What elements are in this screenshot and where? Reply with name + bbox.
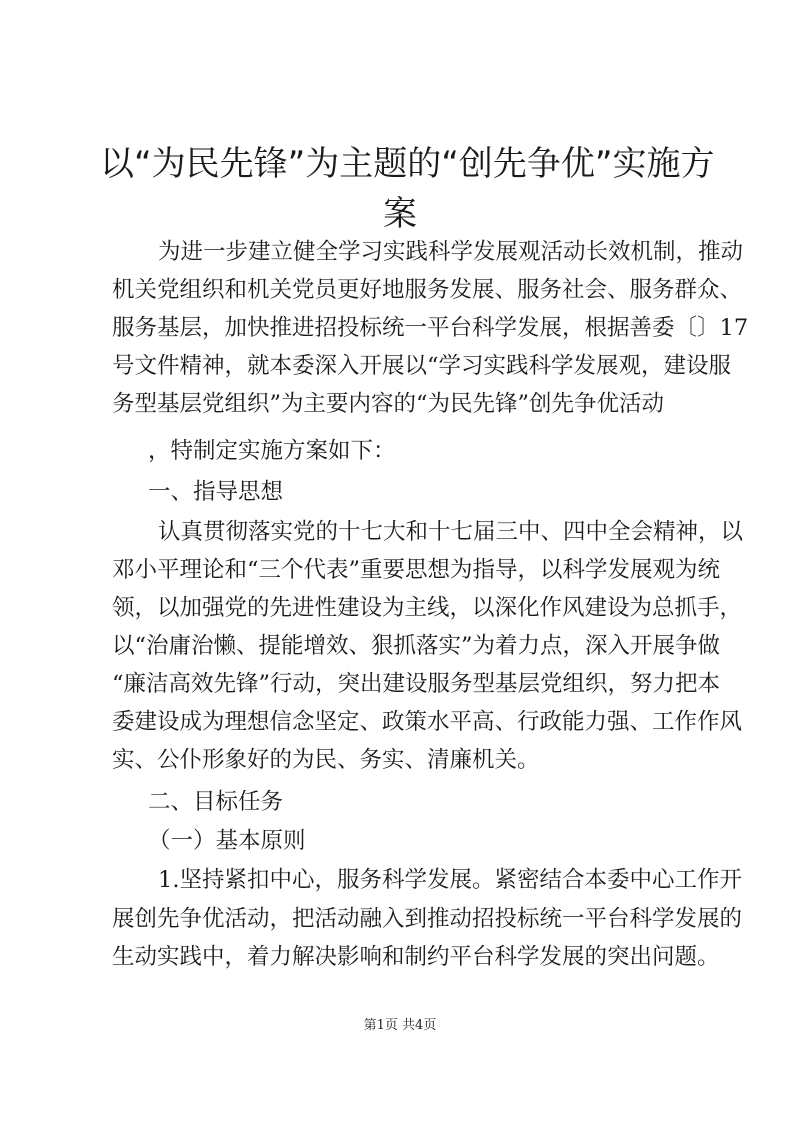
- paragraph-line: 机关党组织和机关党员更好地服务发展、服务社会、服务群众、: [112, 277, 743, 303]
- paragraph-line: 号文件精神，就本委深入开展以“学习实践科学发展观，建设服: [112, 353, 732, 379]
- paragraph-line: 委建设成为理想信念坚定、政策水平高、行政能力强、工作作风: [112, 709, 743, 735]
- paragraph-line: 一、指导思想: [148, 479, 284, 505]
- paragraph-line: “廉洁高效先锋”行动，突出建设服务型基层党组织，努力把本: [112, 671, 721, 697]
- paragraph-line: 领，以加强党的先进性建设为主线，以深化作风建设为总抓手，: [112, 595, 743, 621]
- document-title-line-2: 案: [383, 194, 417, 234]
- page-footer: 第1页 共4页: [363, 1018, 437, 1033]
- document-title-line-1: 以“为民先锋”为主题的“创先争优”实施方: [100, 144, 715, 184]
- paragraph-line: ，特制定实施方案如下：: [148, 438, 396, 464]
- paragraph-line: 为进一步建立健全学习实践科学发展观活动长效机制，推动: [158, 239, 744, 265]
- paragraph-line: 认真贯彻落实党的十七大和十七届三中、四中全会精神，以: [158, 519, 744, 545]
- paragraph-line: 邓小平理论和“三个代表”重要思想为指导，以科学发展观为统: [112, 557, 721, 583]
- paragraph-line: 二、目标任务: [148, 789, 284, 815]
- paragraph-line: 服务基层，加快推进招投标统一平台科学发展，根据善委〔〕17: [112, 315, 749, 341]
- paragraph-line: 实、公仆形象好的为民、务实、清廉机关。: [112, 747, 540, 773]
- paragraph-line: 展创先争优活动，把活动融入到推动招投标统一平台科学发展的: [112, 906, 743, 932]
- paragraph-line: 生动实践中，着力解决影响和制约平台科学发展的突出问题。: [112, 944, 720, 970]
- paragraph-line: （一）基本原则: [148, 828, 306, 854]
- paragraph-line: 1.坚持紧扣中心，服务科学发展。紧密结合本委中心工作开: [158, 867, 742, 893]
- paragraph-line: 以“治庸治懒、提能增效、狠抓落实”为着力点，深入开展争做: [112, 633, 721, 659]
- paragraph-line: 务型基层党组织”为主要内容的“为民先锋”创先争优活动: [112, 391, 665, 417]
